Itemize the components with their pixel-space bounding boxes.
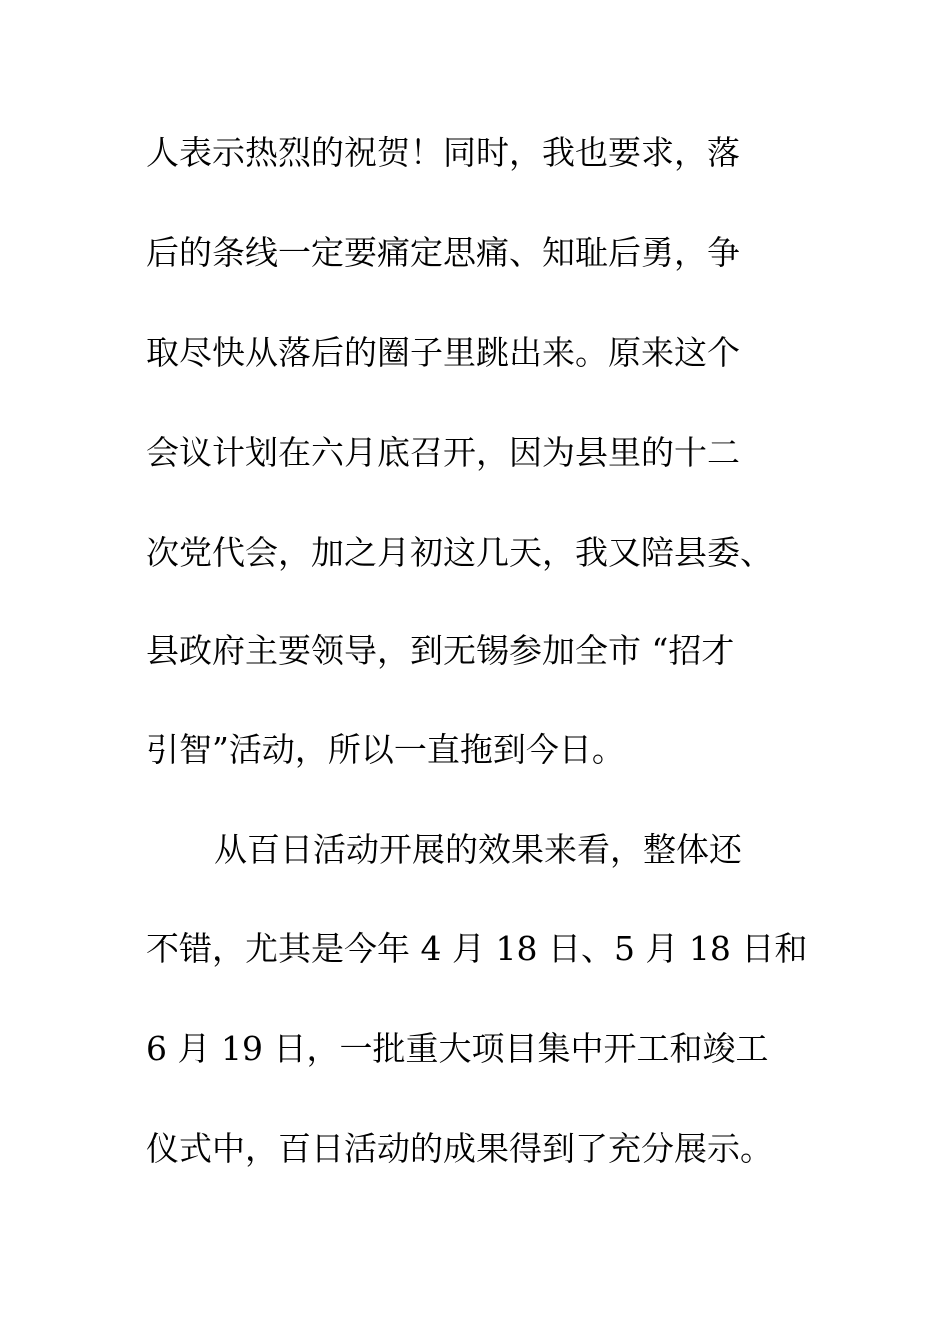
body-text-line: 县政府主要领导，到无锡参加全市 “招才 [146, 631, 735, 670]
body-text-line: 6 月 19 日，一批重大项目集中开工和竣工 [146, 1029, 769, 1068]
body-text-line: 会议计划在六月底召开，因为县里的十二 [146, 433, 740, 472]
body-text-line: 引智”活动，所以一直拖到今日。 [146, 730, 625, 769]
paragraph-first-line: 从百日活动开展的效果来看，整体还 [214, 830, 742, 869]
body-text-line: 人表示热烈的祝贺！同时，我也要求，落 [146, 133, 740, 172]
body-text-line: 次党代会，加之月初这几天，我又陪县委、 [146, 533, 773, 572]
body-text-line: 后的条线一定要痛定思痛、知耻后勇，争 [146, 233, 740, 272]
body-text-line: 取尽快从落后的圈子里跳出来。原来这个 [146, 333, 740, 372]
body-text-line: 仪式中，百日活动的成果得到了充分展示。 [146, 1129, 773, 1168]
body-text-line: 不错，尤其是今年 4 月 18 日、5 月 18 日和 [146, 929, 808, 968]
